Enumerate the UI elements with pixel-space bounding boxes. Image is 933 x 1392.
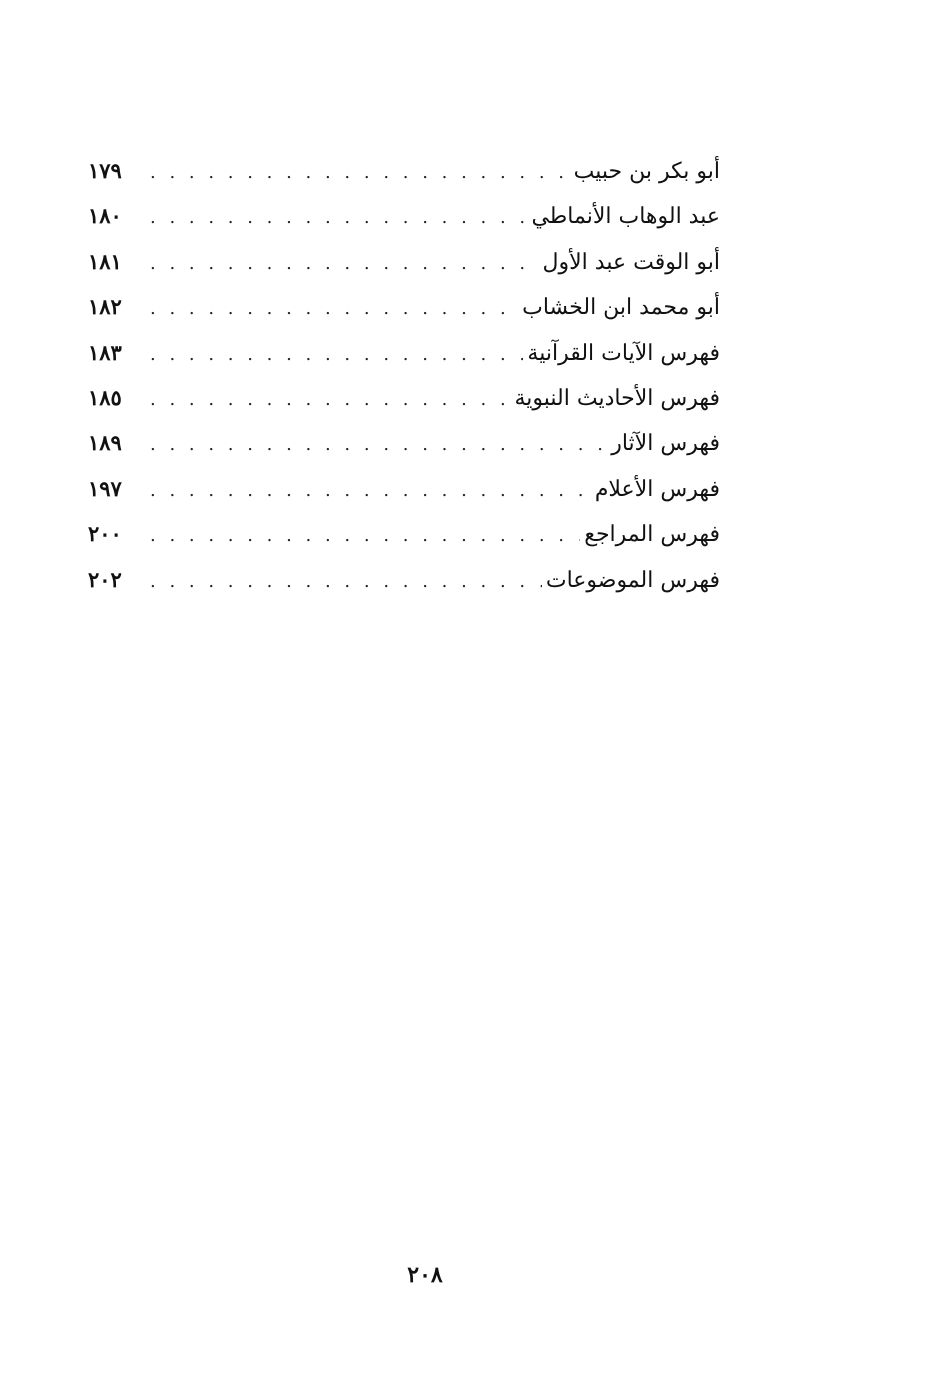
toc-entry-page: ١٨٩: [88, 430, 122, 456]
toc-entry-page: ٢٠٢: [88, 566, 122, 592]
toc-entry-page: ١٨٠: [88, 203, 122, 229]
toc-entry: [88, 466, 720, 511]
toc-entry-page: ١٨١: [88, 248, 122, 274]
toc-entry: [88, 284, 720, 329]
toc-entry: [88, 239, 720, 284]
dot-leader: [150, 422, 607, 467]
toc-entry: [88, 148, 720, 193]
toc-entry-title: أبو بكر بن حبيب: [573, 159, 720, 184]
toc-entry: [88, 330, 720, 375]
toc-entry-title: عبد الوهاب الأنماطي: [531, 204, 720, 230]
toc-entry: [88, 420, 720, 465]
toc-entry-page: ١٧٩: [88, 158, 122, 183]
dot-leader: [150, 559, 542, 604]
toc-entry-title: أبو الوقت عبد الأول: [542, 249, 720, 275]
toc-entry: [88, 375, 720, 420]
toc-entry-title: فهرس المراجع: [584, 522, 720, 548]
toc-entry-title: فهرس الأعلام: [594, 476, 720, 502]
toc-entry-title: أبو محمد ابن الخشاب: [522, 295, 720, 321]
toc-entry-page: ٢٠٠: [88, 521, 122, 547]
dot-leader: [150, 286, 518, 331]
toc-entry: [88, 557, 720, 602]
dot-leader: [150, 332, 523, 377]
toc-entry-title: فهرس الآيات القرآنية: [527, 340, 720, 366]
table-of-contents: [88, 148, 720, 602]
toc-entry-page: ١٨٣: [88, 339, 122, 365]
dot-leader: [150, 468, 591, 513]
dot-leader: [150, 377, 511, 422]
toc-entry-page: ١٨٢: [88, 294, 122, 320]
toc-entry-page: ١٨٥: [88, 384, 122, 410]
toc-entry-title: فهرس الآثار: [611, 431, 720, 457]
toc-entry: [88, 193, 720, 238]
dot-leader: [150, 150, 570, 195]
dot-leader: [150, 513, 580, 558]
dot-leader: [150, 195, 527, 240]
page-number: ٢٠٨: [407, 1262, 443, 1288]
dot-leader: [150, 241, 539, 286]
toc-entry-page: ١٩٧: [88, 475, 122, 501]
toc-entry: [88, 511, 720, 556]
toc-entry-title: فهرس الموضوعات: [545, 567, 720, 593]
toc-entry-title: فهرس الأحاديث النبوية: [514, 385, 720, 411]
